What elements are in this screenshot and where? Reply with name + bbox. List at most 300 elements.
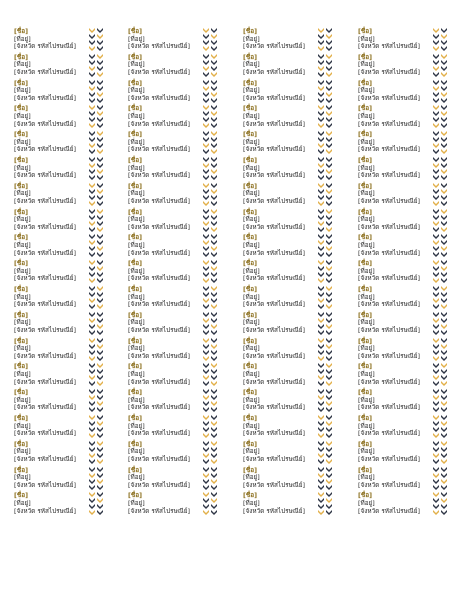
chevron-mark xyxy=(211,92,217,97)
address-label[interactable] xyxy=(0,310,96,336)
address-label[interactable] xyxy=(229,207,325,233)
address-label[interactable] xyxy=(114,413,210,439)
address-label[interactable] xyxy=(114,155,210,181)
address-label[interactable] xyxy=(114,78,210,104)
label-name: [ชื่อ] xyxy=(358,27,373,35)
label-city-zip: [จังหวัด รหัสไปรษณีย์] xyxy=(243,145,305,154)
address-label[interactable] xyxy=(344,336,440,362)
address-label[interactable] xyxy=(344,465,440,491)
chevron-mark xyxy=(89,375,95,380)
address-label[interactable] xyxy=(229,284,325,310)
chevron-mark xyxy=(203,80,209,85)
label-name: [ชื่อ] xyxy=(128,310,143,319)
chevron-mark xyxy=(89,46,95,51)
label-text xyxy=(128,131,198,154)
chevron-mark xyxy=(441,209,447,214)
chevron-mark xyxy=(318,117,324,122)
label-city-zip: [จังหวัด รหัสไปรษณีย์] xyxy=(128,351,190,360)
address-label[interactable] xyxy=(114,258,210,284)
address-label[interactable] xyxy=(114,26,210,52)
chevron-pattern-icon xyxy=(432,129,448,155)
chevron-mark xyxy=(211,473,217,478)
chevron-mark xyxy=(97,169,103,174)
label-text xyxy=(358,286,428,309)
chevron-mark xyxy=(433,498,439,503)
chevron-mark xyxy=(441,447,447,452)
chevron-mark xyxy=(433,123,439,128)
address-label[interactable] xyxy=(229,439,325,465)
chevron-pattern-icon xyxy=(88,181,104,207)
chevron-pattern-icon xyxy=(432,439,448,465)
label-text xyxy=(358,260,428,283)
chevron-mark xyxy=(318,479,324,484)
chevron-mark xyxy=(203,395,209,400)
chevron-mark xyxy=(326,201,332,206)
chevron-pattern-icon xyxy=(88,465,104,491)
chevron-mark xyxy=(318,175,324,180)
chevron-mark xyxy=(318,286,324,291)
label-street: [ที่อยู่] xyxy=(358,318,375,327)
label-street: [ที่อยู่] xyxy=(14,60,31,69)
chevron-mark xyxy=(441,98,447,103)
chevron-pattern-icon xyxy=(202,103,218,129)
chevron-pattern-icon xyxy=(88,310,104,336)
chevron-mark xyxy=(89,292,95,297)
address-label[interactable] xyxy=(229,129,325,155)
chevron-mark xyxy=(318,169,324,174)
chevron-pattern-icon xyxy=(317,78,333,104)
address-label[interactable] xyxy=(114,387,210,413)
address-label[interactable] xyxy=(344,232,440,258)
address-label[interactable] xyxy=(229,181,325,207)
chevron-mark xyxy=(89,407,95,412)
chevron-mark xyxy=(203,195,209,200)
label-city-zip: [จังหวัด รหัสไปรษณีย์] xyxy=(128,93,190,102)
chevron-mark xyxy=(326,175,332,180)
address-label[interactable] xyxy=(344,26,440,52)
chevron-mark xyxy=(97,260,103,265)
chevron-mark xyxy=(211,401,217,406)
chevron-mark xyxy=(441,479,447,484)
chevron-mark xyxy=(318,252,324,257)
chevron-mark xyxy=(326,492,332,497)
address-label[interactable] xyxy=(229,258,325,284)
address-label[interactable] xyxy=(0,361,96,387)
chevron-mark xyxy=(433,278,439,283)
address-label[interactable] xyxy=(344,361,440,387)
address-label[interactable] xyxy=(344,155,440,181)
label-street: [ที่อยู่] xyxy=(14,344,31,353)
label-name: [ชื่อ] xyxy=(128,285,143,293)
chevron-mark xyxy=(89,338,95,343)
label-name: [ชื่อ] xyxy=(358,52,373,61)
label-name: [ชื่อ] xyxy=(358,156,373,164)
address-label[interactable] xyxy=(0,232,96,258)
chevron-mark xyxy=(211,260,217,265)
chevron-mark xyxy=(89,137,95,142)
address-label[interactable] xyxy=(229,465,325,491)
address-label[interactable] xyxy=(229,310,325,336)
address-label[interactable] xyxy=(0,78,96,104)
label-name: [ชื่อ] xyxy=(128,414,143,422)
chevron-mark xyxy=(89,40,95,45)
chevron-mark xyxy=(318,312,324,317)
label-text xyxy=(243,157,313,180)
chevron-mark xyxy=(441,169,447,174)
label-street: [ที่อยู่] xyxy=(243,292,260,301)
chevron-pattern-icon xyxy=(317,490,333,516)
address-label[interactable] xyxy=(0,207,96,233)
address-label[interactable] xyxy=(114,52,210,78)
label-street: [ที่อยู่] xyxy=(14,498,31,507)
label-name: [ชื่อ] xyxy=(243,104,258,113)
chevron-mark xyxy=(89,363,95,368)
address-label[interactable] xyxy=(229,413,325,439)
label-name: [ชื่อ] xyxy=(14,207,29,216)
label-name: [ชื่อ] xyxy=(243,336,258,345)
chevron-mark xyxy=(318,498,324,503)
address-label[interactable] xyxy=(114,336,210,362)
chevron-mark xyxy=(441,60,447,65)
chevron-pattern-icon xyxy=(317,129,333,155)
address-label[interactable] xyxy=(229,490,325,516)
label-text xyxy=(14,389,84,412)
chevron-mark xyxy=(433,131,439,136)
chevron-mark xyxy=(211,415,217,420)
address-label[interactable] xyxy=(344,52,440,78)
chevron-mark xyxy=(97,195,103,200)
chevron-mark xyxy=(326,459,332,464)
chevron-mark xyxy=(433,195,439,200)
chevron-mark xyxy=(441,183,447,188)
address-label[interactable] xyxy=(344,103,440,129)
chevron-mark xyxy=(326,28,332,33)
chevron-mark xyxy=(89,498,95,503)
chevron-mark xyxy=(318,453,324,458)
address-label[interactable] xyxy=(344,78,440,104)
label-street: [ที่อยู่] xyxy=(128,189,145,198)
chevron-mark xyxy=(89,240,95,245)
chevron-mark xyxy=(326,92,332,97)
label-text xyxy=(128,363,198,386)
address-label[interactable] xyxy=(344,310,440,336)
chevron-mark xyxy=(318,266,324,271)
label-street: [ที่อยู่] xyxy=(358,215,375,224)
chevron-mark xyxy=(326,298,332,303)
chevron-mark xyxy=(441,381,447,386)
chevron-mark xyxy=(318,473,324,478)
chevron-mark xyxy=(89,183,95,188)
address-label[interactable] xyxy=(114,181,210,207)
chevron-mark xyxy=(211,246,217,251)
chevron-mark xyxy=(441,369,447,374)
label-city-zip: [จังหวัด รหัสไปรษณีย์] xyxy=(128,274,190,283)
address-label[interactable] xyxy=(0,490,96,516)
chevron-mark xyxy=(97,246,103,251)
chevron-mark xyxy=(441,143,447,148)
address-label[interactable] xyxy=(229,361,325,387)
chevron-mark xyxy=(326,234,332,239)
label-street: [ที่อยู่] xyxy=(358,292,375,301)
address-label[interactable] xyxy=(0,258,96,284)
address-label[interactable] xyxy=(229,52,325,78)
chevron-pattern-icon xyxy=(432,284,448,310)
chevron-mark xyxy=(89,415,95,420)
address-label[interactable] xyxy=(114,439,210,465)
address-label[interactable] xyxy=(0,284,96,310)
address-label[interactable] xyxy=(0,465,96,491)
chevron-mark xyxy=(441,252,447,257)
chevron-mark xyxy=(203,492,209,497)
chevron-mark xyxy=(211,467,217,472)
label-street: [ที่อยู่] xyxy=(358,369,375,378)
chevron-mark xyxy=(89,401,95,406)
chevron-mark xyxy=(211,338,217,343)
address-label[interactable] xyxy=(344,413,440,439)
label-city-zip: [จังหวัด รหัสไปรษณีย์] xyxy=(14,222,76,231)
address-label[interactable] xyxy=(344,387,440,413)
chevron-mark xyxy=(97,189,103,194)
chevron-mark xyxy=(89,34,95,39)
chevron-mark xyxy=(433,234,439,239)
chevron-mark xyxy=(211,479,217,484)
label-city-zip: [จังหวัด รหัสไปรษณีย์] xyxy=(358,351,420,360)
label-name: [ชื่อ] xyxy=(358,336,373,345)
address-label[interactable] xyxy=(114,232,210,258)
chevron-mark xyxy=(97,389,103,394)
chevron-pattern-icon xyxy=(317,26,333,52)
address-label[interactable] xyxy=(344,181,440,207)
address-label[interactable] xyxy=(0,181,96,207)
chevron-mark xyxy=(203,252,209,257)
address-label[interactable] xyxy=(114,490,210,516)
chevron-mark xyxy=(441,40,447,45)
address-label[interactable] xyxy=(344,207,440,233)
chevron-mark xyxy=(97,504,103,509)
chevron-mark xyxy=(89,447,95,452)
address-label[interactable] xyxy=(344,490,440,516)
chevron-mark xyxy=(441,492,447,497)
chevron-mark xyxy=(89,473,95,478)
address-label[interactable] xyxy=(0,336,96,362)
chevron-mark xyxy=(97,415,103,420)
label-street: [ที่อยู่] xyxy=(128,292,145,301)
address-label[interactable] xyxy=(344,258,440,284)
chevron-mark xyxy=(441,286,447,291)
chevron-mark xyxy=(441,292,447,297)
chevron-mark xyxy=(326,427,332,432)
chevron-mark xyxy=(97,453,103,458)
chevron-mark xyxy=(318,131,324,136)
chevron-mark xyxy=(441,401,447,406)
chevron-mark xyxy=(211,395,217,400)
chevron-mark xyxy=(97,86,103,91)
chevron-mark xyxy=(326,504,332,509)
label-text xyxy=(128,28,198,51)
address-label[interactable] xyxy=(0,387,96,413)
chevron-mark xyxy=(203,111,209,116)
address-label[interactable] xyxy=(0,129,96,155)
address-label[interactable] xyxy=(0,439,96,465)
chevron-mark xyxy=(433,407,439,412)
chevron-mark xyxy=(433,453,439,458)
label-text xyxy=(243,286,313,309)
label-street: [ที่อยู่] xyxy=(128,473,145,482)
address-label[interactable] xyxy=(344,284,440,310)
label-city-zip: [จังหวัด รหัสไปรษณีย์] xyxy=(128,429,190,438)
label-city-zip: [จังหวัด รหัสไปรษณีย์] xyxy=(128,145,190,154)
chevron-mark xyxy=(203,54,209,59)
address-label[interactable] xyxy=(229,336,325,362)
chevron-mark xyxy=(97,201,103,206)
chevron-pattern-icon xyxy=(88,207,104,233)
label-name: [ชื่อ] xyxy=(243,207,258,216)
address-label[interactable] xyxy=(229,26,325,52)
label-street: [ที่อยู่] xyxy=(14,137,31,146)
label-street: [ที่อยู่] xyxy=(358,163,375,172)
label-text xyxy=(128,54,198,77)
chevron-mark xyxy=(326,485,332,490)
chevron-mark xyxy=(203,344,209,349)
chevron-mark xyxy=(326,433,332,438)
label-name: [ชื่อ] xyxy=(14,362,29,371)
chevron-mark xyxy=(318,421,324,426)
chevron-mark xyxy=(318,304,324,309)
label-text xyxy=(358,54,428,77)
chevron-mark xyxy=(326,227,332,232)
chevron-mark xyxy=(433,286,439,291)
address-label[interactable] xyxy=(114,284,210,310)
label-street: [ที่อยู่] xyxy=(14,111,31,120)
chevron-mark xyxy=(203,149,209,154)
chevron-pattern-icon xyxy=(202,439,218,465)
chevron-mark xyxy=(433,34,439,39)
label-text xyxy=(358,492,428,515)
chevron-mark xyxy=(433,298,439,303)
chevron-mark xyxy=(97,105,103,110)
address-label[interactable] xyxy=(114,310,210,336)
chevron-mark xyxy=(433,227,439,232)
chevron-mark xyxy=(441,123,447,128)
label-city-zip: [จังหวัด รหัสไปรษณีย์] xyxy=(14,248,76,257)
chevron-mark xyxy=(441,350,447,355)
chevron-mark xyxy=(203,92,209,97)
label-city-zip: [จังหวัด รหัสไปรษณีย์] xyxy=(243,403,305,412)
address-label[interactable] xyxy=(229,387,325,413)
chevron-mark xyxy=(441,375,447,380)
label-name: [ชื่อ] xyxy=(358,491,373,500)
address-label[interactable] xyxy=(344,439,440,465)
label-name: [ชื่อ] xyxy=(14,336,29,345)
chevron-mark xyxy=(318,246,324,251)
chevron-mark xyxy=(433,215,439,220)
label-city-zip: [จังหวัด รหัสไปรษณีย์] xyxy=(128,42,190,51)
chevron-mark xyxy=(97,292,103,297)
chevron-mark xyxy=(203,375,209,380)
label-text xyxy=(128,209,198,232)
address-label[interactable] xyxy=(114,465,210,491)
label-street: [ที่อยู่] xyxy=(358,189,375,198)
label-city-zip: [จังหวัด รหัสไปรษณีย์] xyxy=(14,403,76,412)
chevron-mark xyxy=(433,421,439,426)
chevron-mark xyxy=(203,201,209,206)
address-label[interactable] xyxy=(114,129,210,155)
chevron-pattern-icon xyxy=(88,336,104,362)
chevron-mark xyxy=(441,272,447,277)
label-name: [ชื่อ] xyxy=(128,78,143,87)
label-text xyxy=(358,80,428,103)
address-label[interactable] xyxy=(0,413,96,439)
address-label[interactable] xyxy=(229,232,325,258)
label-text xyxy=(358,131,428,154)
label-city-zip: [จังหวัด รหัสไปรษณีย์] xyxy=(128,196,190,205)
chevron-pattern-icon xyxy=(202,413,218,439)
address-label[interactable] xyxy=(114,361,210,387)
chevron-mark xyxy=(203,169,209,174)
label-text xyxy=(358,157,428,180)
address-label[interactable] xyxy=(0,103,96,129)
chevron-mark xyxy=(203,66,209,71)
label-text xyxy=(243,183,313,206)
chevron-mark xyxy=(441,86,447,91)
label-street: [ที่อยู่] xyxy=(14,86,31,95)
label-street: [ที่อยู่] xyxy=(243,498,260,507)
address-label[interactable] xyxy=(229,155,325,181)
chevron-mark xyxy=(318,350,324,355)
chevron-mark xyxy=(203,117,209,122)
chevron-mark xyxy=(211,421,217,426)
chevron-mark xyxy=(318,201,324,206)
chevron-mark xyxy=(211,447,217,452)
address-label[interactable] xyxy=(229,103,325,129)
chevron-mark xyxy=(97,163,103,168)
label-name: [ชื่อ] xyxy=(243,78,258,87)
chevron-mark xyxy=(441,363,447,368)
chevron-pattern-icon xyxy=(432,52,448,78)
label-street: [ที่อยู่] xyxy=(128,266,145,275)
chevron-mark xyxy=(318,369,324,374)
chevron-mark xyxy=(326,330,332,335)
chevron-mark xyxy=(433,189,439,194)
chevron-pattern-icon xyxy=(317,284,333,310)
label-name: [ชื่อ] xyxy=(358,130,373,139)
chevron-pattern-icon xyxy=(202,26,218,52)
address-label[interactable] xyxy=(0,26,96,52)
label-city-zip: [จังหวัด รหัสไปรษณีย์] xyxy=(358,377,420,386)
chevron-pattern-icon xyxy=(317,181,333,207)
address-label[interactable] xyxy=(0,52,96,78)
address-label[interactable] xyxy=(114,103,210,129)
label-city-zip: [จังหวัด รหัสไปรษณีย์] xyxy=(14,480,76,489)
label-street: [ที่อยู่] xyxy=(358,34,375,43)
address-label[interactable] xyxy=(229,78,325,104)
label-text xyxy=(358,389,428,412)
address-label[interactable] xyxy=(0,155,96,181)
label-street: [ที่อยู่] xyxy=(14,369,31,378)
chevron-mark xyxy=(203,215,209,220)
address-label[interactable] xyxy=(114,207,210,233)
label-street: [ที่อยู่] xyxy=(243,421,260,430)
chevron-mark xyxy=(433,318,439,323)
chevron-pattern-icon xyxy=(432,232,448,258)
label-street: [ที่อยู่] xyxy=(358,421,375,430)
label-street: [ที่อยู่] xyxy=(128,369,145,378)
chevron-mark xyxy=(203,234,209,239)
label-city-zip: [จังหวัด รหัสไปรษณีย์] xyxy=(358,93,420,102)
chevron-mark xyxy=(441,415,447,420)
chevron-pattern-icon xyxy=(202,490,218,516)
address-label[interactable] xyxy=(344,129,440,155)
